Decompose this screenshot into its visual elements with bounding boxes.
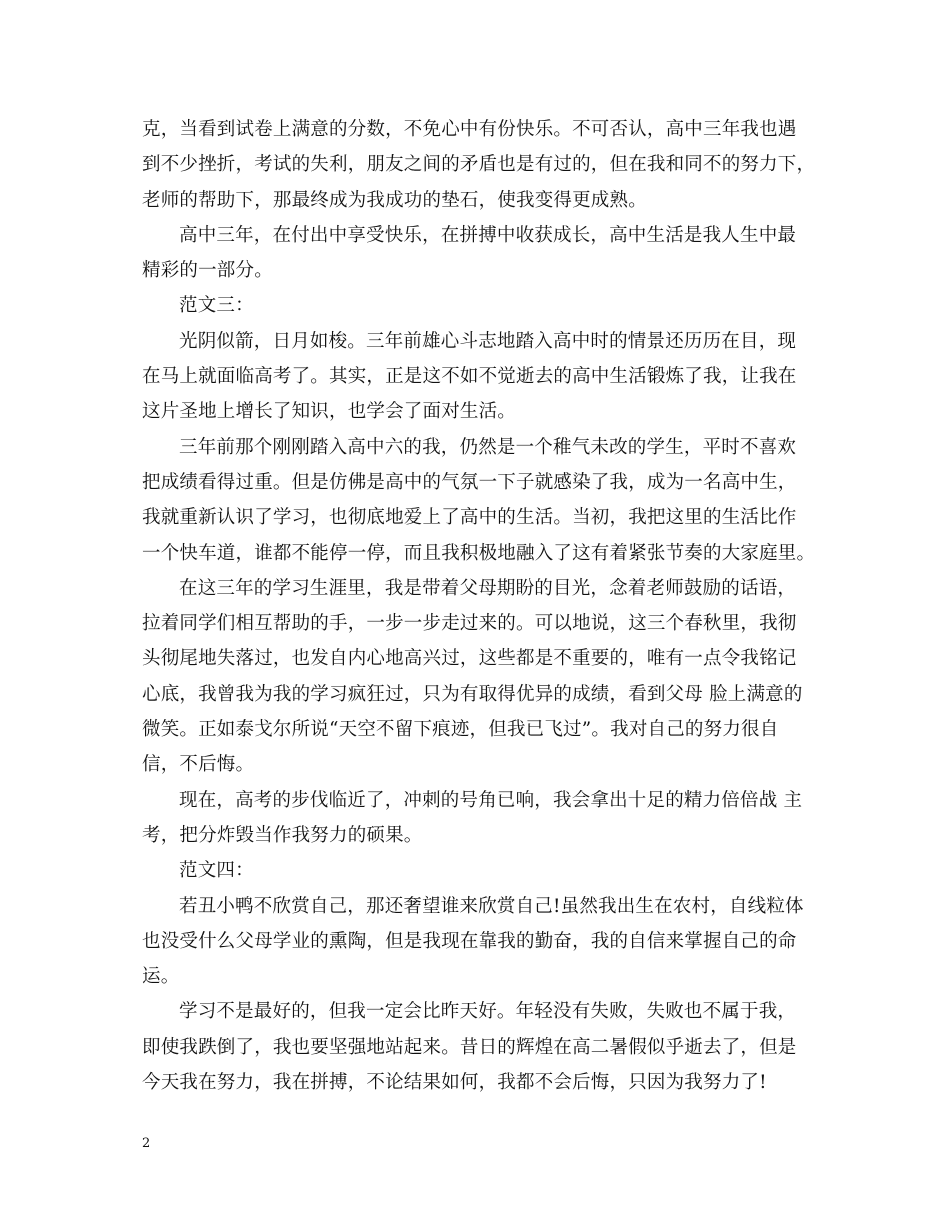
text-line: 克，当看到试卷上满意的分数，不免心中有份快乐。不可否认，高中三年我也遇	[142, 119, 797, 140]
text-line: 到不少挫折，考试的失利，朋友之间的矛盾也是有过的，但在我和同不的努力下，	[142, 154, 816, 176]
text-line: 光阴似箭，日月如梭。三年前雄心斗志地踏入高中时的情景还历历在目，现	[179, 330, 797, 352]
text-line: 今天我在努力，我在拼搏，不论结果如何，我都不会后悔，只因为我努力了!	[142, 1072, 767, 1094]
text-line: 即使我跌倒了，我也要坚强地站起来。昔日的辉煌在高二暑假似乎逝去了，但是	[142, 1036, 797, 1058]
text-line: 也没受什么父母学业的熏陶，但是我现在靠我的勤奋，我的自信来掌握自己的命	[142, 930, 797, 952]
text-line: 在这三年的学习生涯里，我是带着父母期盼的目光，念着老师鼓励的话语，	[179, 577, 797, 599]
text-line: 学习不是最好的，但我一定会比昨天好。年轻没有失败，失败也不属于我，	[179, 1001, 797, 1023]
text-line: 把成绩看得过重。但是仿佛是高中的气氛一下子就感染了我，成为一名高中生，	[142, 471, 797, 493]
text-line: 考，把分炸毁当作我努力的硕果。	[142, 824, 423, 846]
text-line: 现在，高考的步伐临近了，冲刺的号角已响，我会拿出十足的精力倍倍战 主	[179, 789, 803, 811]
text-line: 在马上就面临高考了。其实，正是这不如不觉逝去的高中生活锻炼了我，让我在	[142, 366, 797, 388]
text-line: 拉着同学们相互帮助的手，一步一步走过来的。可以地说，这三个春秋里，我彻	[142, 613, 797, 635]
text-line: 头彻尾地失落过，也发自内心地高兴过，这些都是不重要的，唯有一点令我铭记	[142, 648, 797, 670]
text-line: 运。	[142, 966, 180, 988]
page-number: 2	[142, 1136, 151, 1151]
text-line: 范文三：	[179, 295, 254, 317]
text-line: 心底，我曾我为我的学习疯狂过，只为有取得优异的成绩，看到父母 脸上满意的	[142, 683, 803, 705]
text-line: 范文四：	[179, 860, 254, 882]
text-line: 三年前那个刚刚踏入高中六的我，仍然是一个稚气未改的学生，平时不喜欢	[179, 436, 797, 458]
text-line: 一个快车道，谁都不能停一停，而且我积极地融入了这有着紧张节奏的大家庭里。	[142, 542, 816, 564]
text-line: 高中三年，在付出中享受快乐，在拼搏中收获成长，高中生活是我人生中最	[179, 224, 797, 246]
text-line: 若丑小鸭不欣赏自己，那还奢望谁来欣赏自己!虽然我出生在农村，自线粒体	[179, 895, 804, 917]
text-line: 信，不后悔。	[142, 754, 255, 776]
text-line: 微笑。正如泰戈尔所说“天空不留下痕迹，但我已飞过”。我对自己的努力很自	[142, 719, 779, 741]
text-line: 精彩的一部分。	[142, 260, 273, 282]
body-text	[142, 112, 822, 1100]
text-line: 我就重新认识了学习，也彻底地爱上了高中的生活。当初，我把这里的生活比作	[142, 507, 797, 529]
text-line: 这片圣地上增长了知识，也学会了面对生活。	[142, 401, 517, 423]
text-line: 老师的帮助下，那最终成为我成功的垫石，使我变得更成熟。	[142, 189, 647, 211]
